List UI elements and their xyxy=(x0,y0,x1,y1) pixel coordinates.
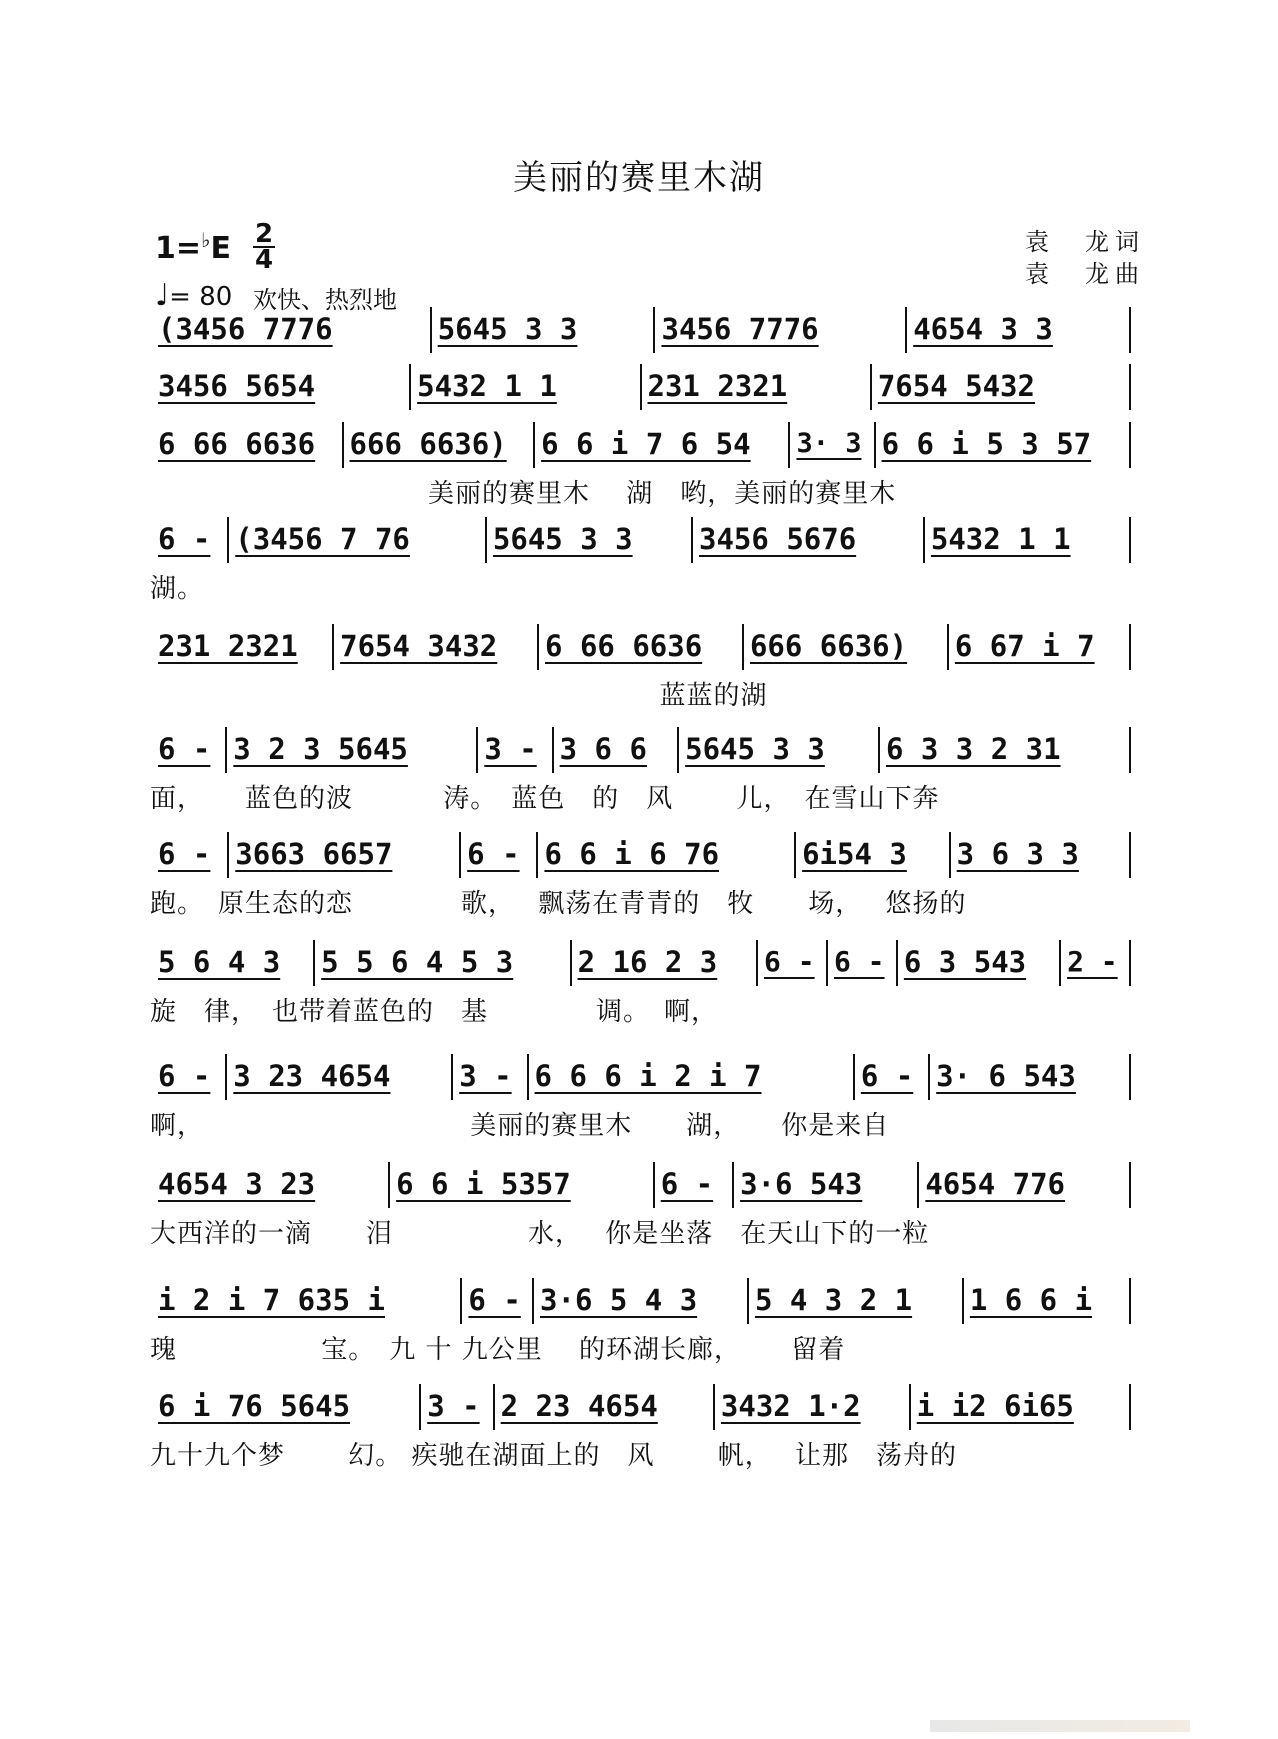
measure: 3 - xyxy=(459,1059,512,1093)
song-title: 美丽的赛里木湖 xyxy=(513,158,765,198)
measure: 5645 3 3 xyxy=(685,732,825,766)
measure: (3456 7 76 xyxy=(235,522,410,556)
barline xyxy=(227,517,229,563)
barline xyxy=(536,832,538,878)
watermark-strip xyxy=(930,1720,1190,1732)
lyrics-line: 美丽的赛里木 湖 哟，美丽的赛里木 xyxy=(150,479,897,509)
barline xyxy=(227,832,229,878)
measure: 3·6 543 xyxy=(740,1167,863,1201)
measure: 6 6 6 i 2 i 7 xyxy=(534,1059,762,1093)
notes-row xyxy=(150,1276,1135,1328)
quarter-note-icon: ♩ xyxy=(155,278,170,313)
measure: 3·6 5 4 3 xyxy=(540,1283,698,1317)
barline xyxy=(653,1162,655,1208)
barline xyxy=(493,1384,495,1430)
measure: 6 - xyxy=(158,837,211,871)
measure: 5645 3 3 xyxy=(492,522,633,556)
staff-system xyxy=(150,830,1135,940)
barline xyxy=(653,307,655,353)
barline xyxy=(476,727,478,773)
barline xyxy=(1129,940,1131,986)
barline xyxy=(570,940,572,986)
barline xyxy=(742,624,744,670)
measure: 2 16 2 3 xyxy=(577,945,718,979)
lyrics-line: 大西洋的一滴 泪 水， 你是坐落 在天山下的一粒 xyxy=(150,1219,930,1249)
measure: 3 - xyxy=(484,732,537,766)
barline xyxy=(1129,1162,1131,1208)
measure: 7654 3432 xyxy=(340,629,498,663)
measure: (3456 7776 xyxy=(158,312,333,346)
measure: 4654 3 23 xyxy=(158,1167,316,1201)
measure: 6 - xyxy=(833,945,885,978)
barline xyxy=(537,624,539,670)
barline xyxy=(962,1278,964,1324)
barline xyxy=(1129,364,1131,410)
barline xyxy=(1129,307,1131,353)
key-prefix: 1= xyxy=(155,231,202,266)
barline xyxy=(552,727,554,773)
barline xyxy=(459,832,461,878)
barline xyxy=(342,422,344,468)
measure: 6 i 76 5645 xyxy=(158,1389,351,1423)
measure: 6 - xyxy=(158,522,211,556)
measure: 6 6 i 7 6 54 xyxy=(541,427,751,461)
measure: i i2 6i65 xyxy=(916,1389,1074,1423)
measure: 6 3 3 2 31 xyxy=(885,732,1061,766)
barline xyxy=(225,1054,227,1100)
tempo-value: = 80 xyxy=(169,282,233,312)
measure: 666 6636) xyxy=(349,427,507,461)
lyrics-line: 旋 律， 也带着蓝色的 基 调。 啊， xyxy=(150,997,719,1027)
measure: 3456 5654 xyxy=(158,369,316,403)
measure: 1 6 6 i xyxy=(969,1283,1093,1317)
barline xyxy=(527,1054,529,1100)
measure: 5 6 4 3 xyxy=(158,945,281,979)
barline xyxy=(388,1162,390,1208)
time-signature-bottom: 4 xyxy=(255,245,274,275)
barline xyxy=(909,1384,911,1430)
lyricist: 袁 龙词 xyxy=(1025,228,1145,256)
barline xyxy=(878,727,880,773)
measure: 5 5 6 4 5 3 xyxy=(321,945,514,979)
time-signature-top: 2 xyxy=(255,219,274,249)
measure: 5432 1 1 xyxy=(930,522,1071,556)
measure: 6 - xyxy=(158,732,211,766)
notes-row xyxy=(150,515,1135,567)
barline xyxy=(917,1162,919,1208)
notes-row xyxy=(150,1160,1135,1212)
measure: 666 6636) xyxy=(749,629,908,663)
barline xyxy=(313,940,315,986)
measure: 3· 3 xyxy=(796,428,862,459)
barline xyxy=(485,517,487,563)
measure: 5432 1 1 xyxy=(417,369,557,403)
barline xyxy=(451,1054,453,1100)
lyrics-line: 跑。 原生态的恋 歌， 飘荡在青青的 牧 场， 悠扬的 xyxy=(150,889,967,919)
measure: 6 66 6636 xyxy=(158,427,316,461)
lyrics-line: 面， 蓝色的波 涛。 蓝色 的 风 儿， 在雪山下奔 xyxy=(150,784,940,814)
measure: 6 66 6636 xyxy=(545,629,703,663)
notes-row xyxy=(150,725,1135,777)
barline xyxy=(1129,422,1131,468)
staff-system xyxy=(150,515,1135,625)
barline xyxy=(794,832,796,878)
barline xyxy=(430,307,432,353)
measure: 6 6 i 5357 xyxy=(396,1167,571,1201)
barline xyxy=(747,1278,749,1324)
measure: 6 - xyxy=(468,1283,521,1317)
staff-system xyxy=(150,1276,1135,1386)
measure: 231 2321 xyxy=(647,369,788,403)
barline xyxy=(713,1384,715,1430)
barline xyxy=(826,940,828,986)
measure: 6 3 543 xyxy=(903,945,1027,979)
barline xyxy=(1059,940,1061,986)
lyrics-line: 啊， 美丽的赛里木 湖， 你是来自 xyxy=(150,1111,890,1141)
notes-row xyxy=(150,305,1135,357)
measure: 6 - xyxy=(660,1167,714,1201)
barline xyxy=(947,624,949,670)
staff-system xyxy=(150,1160,1135,1270)
measure: 3 6 6 xyxy=(559,732,647,766)
notes-row xyxy=(150,938,1135,990)
barline xyxy=(532,1278,534,1324)
measure: i 2 i 7 635 i xyxy=(158,1283,385,1317)
lyrics-line: 蓝蓝的湖 xyxy=(150,681,768,711)
barline xyxy=(1129,624,1131,670)
staff-system xyxy=(150,1052,1135,1162)
measure: 2 23 4654 xyxy=(500,1389,658,1423)
staff-system xyxy=(150,1382,1135,1492)
measure: 3 23 4654 xyxy=(233,1059,391,1093)
flat-symbol: ♭ xyxy=(201,228,211,252)
barline xyxy=(1129,1054,1131,1100)
expression-text: 欢快、热烈地 xyxy=(253,286,397,314)
barline xyxy=(1129,517,1131,563)
key-note: E xyxy=(210,231,231,266)
measure: 6 - xyxy=(467,837,520,871)
measure: 5 4 3 2 1 xyxy=(754,1283,913,1317)
barline xyxy=(1129,727,1131,773)
measure: 3 - xyxy=(427,1389,480,1423)
measure: 3 6 3 3 xyxy=(956,837,1079,871)
barline xyxy=(677,727,679,773)
measure: 6 - xyxy=(860,1059,914,1093)
measure: 7654 5432 xyxy=(877,369,1035,403)
measure: 6 6 i 5 3 57 xyxy=(881,427,1092,461)
barline xyxy=(409,364,411,410)
barline xyxy=(419,1384,421,1430)
measure: 4654 776 xyxy=(925,1167,1065,1201)
staff-system xyxy=(150,938,1135,1048)
barline xyxy=(905,307,907,353)
measure: 6 6 i 6 76 xyxy=(544,837,720,871)
credits xyxy=(1025,226,1145,290)
measure: 6i54 3 xyxy=(802,837,907,871)
barline xyxy=(853,1054,855,1100)
lyrics-line: 九十九个梦 幻。 疾驰在湖面上的 风 帆， 让那 荡舟的 xyxy=(150,1441,958,1471)
measure: 3456 5676 xyxy=(699,522,857,556)
measure: 4654 3 3 xyxy=(913,312,1053,346)
barline xyxy=(640,364,642,410)
measure: 6 67 i 7 xyxy=(954,629,1095,663)
barline xyxy=(732,1162,734,1208)
barline xyxy=(923,517,925,563)
lyrics-line: 湖。 xyxy=(150,574,205,604)
barline xyxy=(756,940,758,986)
barline xyxy=(1129,832,1131,878)
barline xyxy=(949,832,951,878)
measure: 5645 3 3 xyxy=(437,312,578,346)
barline xyxy=(1129,1384,1131,1430)
barline xyxy=(896,940,898,986)
measure: 231 2321 xyxy=(158,629,298,663)
lyrics-line: 瑰 宝。 九 十 九公里 的环湖长廊， 留着 xyxy=(150,1335,846,1365)
barline xyxy=(1129,1278,1131,1324)
measure: 3663 6657 xyxy=(235,837,393,871)
measure: 6 - xyxy=(764,945,815,978)
measure: 3432 1·2 xyxy=(720,1389,861,1423)
staff-system xyxy=(150,420,1135,530)
measure: 3· 6 543 xyxy=(936,1059,1076,1093)
notes-row xyxy=(150,1382,1135,1434)
barline xyxy=(870,364,872,410)
barline xyxy=(788,422,790,468)
barline xyxy=(874,422,876,468)
notes-row xyxy=(150,830,1135,882)
measure: 2 - xyxy=(1067,945,1118,978)
key-signature xyxy=(155,228,231,266)
measure: 3 2 3 5645 xyxy=(233,732,408,766)
measure: 6 - xyxy=(158,1059,211,1093)
barline xyxy=(460,1278,462,1324)
barline xyxy=(225,727,227,773)
composer: 袁 龙曲 xyxy=(1025,260,1145,288)
notes-row xyxy=(150,1052,1135,1104)
time-signature xyxy=(253,219,275,275)
barline xyxy=(928,1054,930,1100)
barline xyxy=(332,624,334,670)
staff-system xyxy=(150,725,1135,835)
notes-row xyxy=(150,420,1135,472)
barline xyxy=(533,422,535,468)
staff-system xyxy=(150,622,1135,732)
notes-row xyxy=(150,622,1135,674)
measure: 3456 7776 xyxy=(661,312,819,346)
notes-row xyxy=(150,362,1135,414)
barline xyxy=(691,517,693,563)
